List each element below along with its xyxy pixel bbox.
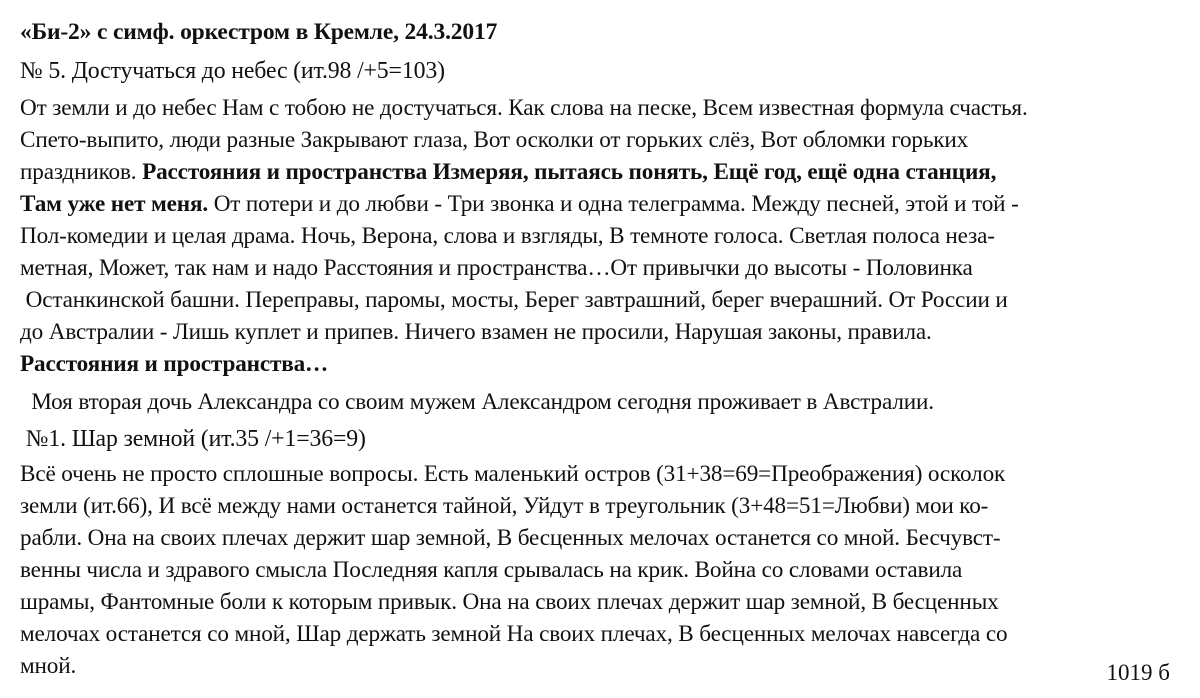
lyrics-line — [20, 157, 996, 187]
song-heading-1: № 5. Достучаться до небес (ит.98 /+5=103) — [20, 58, 445, 84]
lyrics-bold-text: Расстояния и пространства Измеряя, пытаясь понять, Ещё год, ещё одна станция, — [142, 159, 997, 185]
lyrics-line: рабли. Она на своих плечах держит шар земной, В бесценных мелочах останется со мной. Бесчувст- — [20, 525, 1001, 551]
song-heading-2: №1. Шар земной (ит.35 /+1=36=9) — [20, 426, 366, 452]
lyrics-line — [20, 349, 328, 379]
lyrics-text: праздников. — [20, 159, 143, 185]
lyrics-text: От потери и до любви - Три звонка и одна телеграмма. Между песней, этой и той - — [208, 191, 1019, 217]
document-title: «Би-2» с симф. оркестром в Кремле, 24.3.2017 — [20, 19, 498, 45]
lyrics-line: венны числа и здравого смысла Последняя капля срывалась на крик. Война со словами оставила — [20, 557, 963, 583]
lyrics-line: Пол-комедии и целая драма. Ночь, Верона, слова и взгляды, В темноте голоса. Светлая полоса неза- — [20, 223, 995, 249]
lyrics-line: Спето-выпито, люди разные Закрывают глаза, Вот осколки от горьких слёз, Вот обломки горьких — [20, 127, 969, 153]
lyrics-line — [20, 189, 1019, 219]
lyrics-line: мной. — [20, 653, 77, 679]
lyrics-line: мелочах останется со мной, Шар держать земной На своих плечах, В бесценных мелочах навсегда со — [20, 621, 1008, 647]
lyrics-bold-text: Там уже нет меня. — [20, 191, 209, 217]
lyrics-line: шрамы, Фантомные боли к которым привык. Она на своих плечах держит шар земной, В бесценных — [20, 589, 999, 615]
lyrics-line: От земли и до небес Нам с тобою не достучаться. Как слова на песке, Всем известная формула счастья. — [20, 95, 1028, 121]
lyrics-line: Останкинской башни. Переправы, паромы, мосты, Берег завтрашний, берег вчерашний. От России и — [20, 287, 1008, 313]
lyrics-bold-text: Расстояния и пространства… — [20, 351, 329, 377]
page-number: 1019 б — [1106, 660, 1170, 685]
lyrics-line: метная, Может, так нам и надо Расстояния и пространства…От привычки до высоты - Половинка — [20, 255, 973, 281]
lyrics-line: до Австралии - Лишь куплет и припев. Ничего взамен не просили, Нарушая законы, правила. — [20, 319, 932, 345]
author-note: Моя вторая дочь Александра со своим мужем Александром сегодня проживает в Австралии. — [20, 389, 934, 415]
lyrics-line: земли (ит.66), И всё между нами останется тайной, Уйдут в треугольник (3+48=51=Любви) мои ко- — [20, 493, 989, 519]
lyrics-line: Всё очень не просто сплошные вопросы. Есть маленький остров (31+38=69=Преображения) осколок — [20, 461, 1006, 487]
